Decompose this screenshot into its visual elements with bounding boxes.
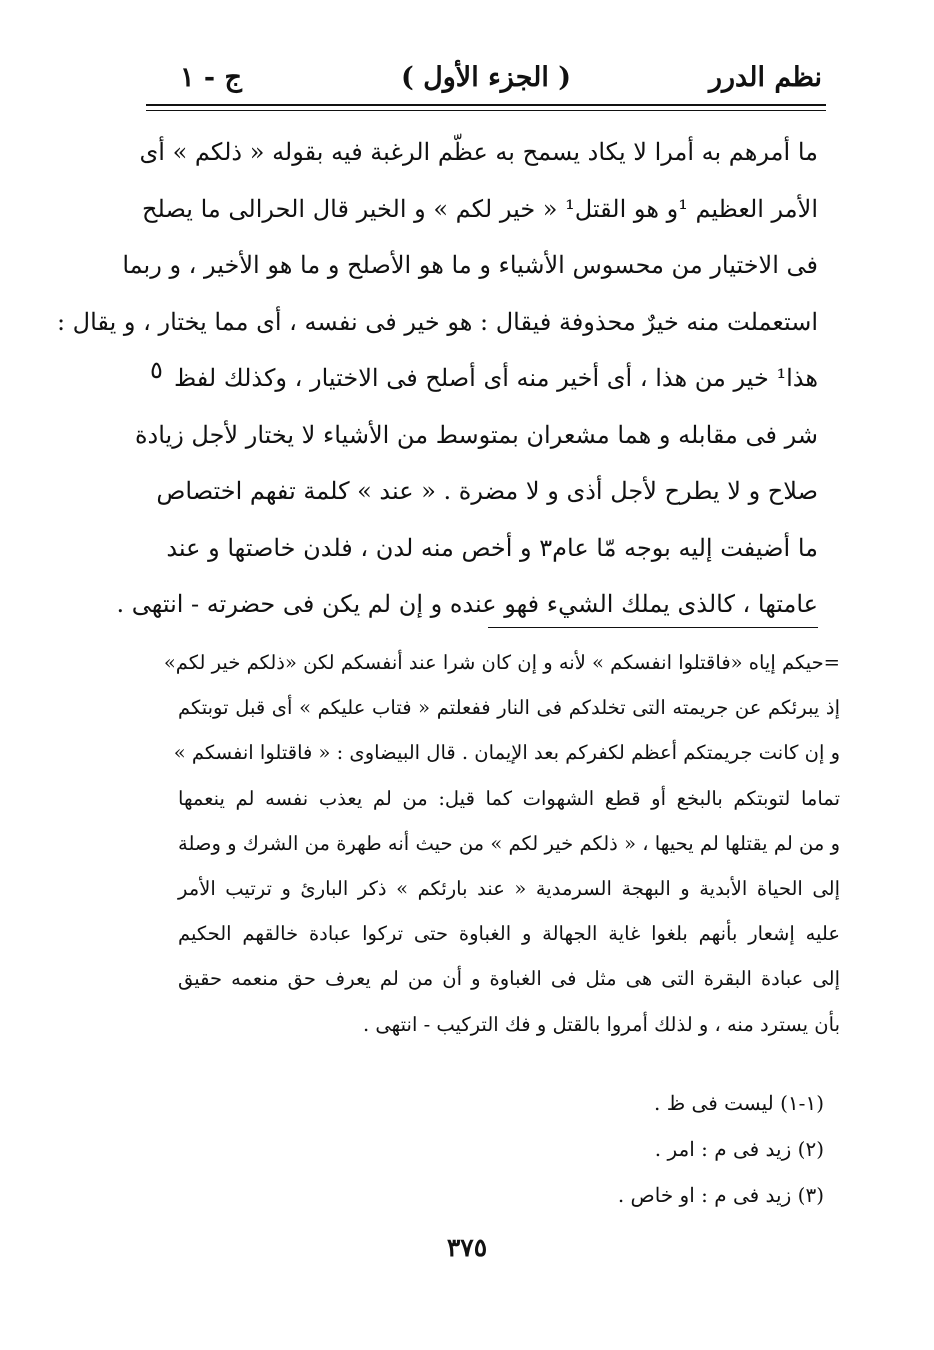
book-title: نظم الدرر	[708, 62, 822, 93]
footnote-line: بأن يسترد منه ، و لذلك أمروا بالقتل و فك التركيب - انتهى .	[363, 1012, 840, 1036]
text-line: عامتها ، كالذى يملك الشيء فهو عنده و إن لم يكن فى حضرته - انتهى .	[116, 590, 818, 618]
apparatus-notes	[178, 1080, 824, 1218]
footnote-line: إلى عبادة البقرة التى هى مثل فى الغباوة و أن من لم يعرف حق منعمه حقيق	[178, 967, 840, 991]
part-title: ( الجزء الأول )	[400, 62, 572, 93]
line-number-marker: ٥	[150, 356, 163, 384]
text-line: صلاح و لا يطرح لأجل أذى و لا مضرة . « عند » كلمة تفهم اختصاص	[156, 477, 818, 505]
text-line: فى الاختيار من محسوس الأشياء و ما هو الأصلح و ما هو الأخير ، و ربما	[122, 251, 818, 279]
volume-label: ج - ١	[180, 62, 242, 93]
footnote-line: عليه إشعار بأنهم بلغوا غاية الجهالة و الغباوة حتى تركوا عبادة خالقهم الحكيم	[178, 922, 840, 946]
footnote-separator	[488, 627, 818, 628]
text-line: ما أضيفت إليه بوجه مّا عام٣ و أخص منه لدن ، فلدن خاصتها و عند	[166, 533, 818, 562]
footnote-line: =حيكم إياه «فاقتلوا انفسكم » لأنه و إن كان شرا عند أنفسكم لكن «ذلكم خير لكم»	[163, 651, 840, 674]
footnote-line: إلى الحياة الأبدية و البهجة السرمدية « عند بارئكم » ذكر البارئ و ترتيب الأمر	[178, 876, 840, 900]
text-line: الأمر العظيم ¹و هو القتل¹ « خير لكم » و الخير قال الحرالى ما يصلح	[142, 194, 818, 223]
apparatus-note: (١-١) ليست فى ظ .	[653, 1091, 824, 1115]
footnote-block	[163, 640, 840, 1047]
text-line: شر فى مقابله و هما مشعران بمتوسط من الأشياء لا يختار لأجل زيادة	[134, 420, 818, 449]
apparatus-note: (٢) زيد فى م : امر .	[654, 1137, 824, 1161]
footnote-line: إذ يبرئكم عن جريمته التى تخلدكم فى النار ففعلتم « فتاب عليكم » أى قبل توبتكم	[178, 696, 840, 720]
running-header	[150, 58, 822, 98]
header-rule-thick	[146, 104, 826, 106]
text-line: ما أمرهم به أمرا لا يكاد يسمح به عظّم الرغبة فيه بقوله « ذلكم » أى	[139, 138, 818, 166]
text-line: استعملت منه خيرٌ محذوفة فيقال : هو خير فى نفسه ، أى مما يختار ، و يقال :	[56, 307, 818, 336]
apparatus-note: (٣) زيد فى م : او خاص .	[617, 1183, 824, 1207]
page-number: ٣٧٥	[446, 1233, 488, 1262]
main-text	[56, 124, 818, 633]
footnote-line: و إن كانت جريمتكم أعظم لكفركم بعد الإيمان . قال البيضاوى : « فاقتلوا انفسكم »	[173, 741, 840, 765]
footnote-line: و من لم يقتلها لم يحيها ، « ذلكم خير لكم » من حيث أنه طهرة من الشرك و وصلة	[178, 831, 840, 855]
header-rule-thin	[146, 110, 826, 111]
footnote-line: تماما لتوبتكم بالبخع أو قطع الشهوات كما قيل: من لم يعذب نفسه لم ينعمها	[178, 786, 840, 810]
text-line: هذا¹ خير من هذا ، أى أخير منه أى أصلح فى الاختيار ، وكذلك لفظ	[174, 364, 818, 392]
